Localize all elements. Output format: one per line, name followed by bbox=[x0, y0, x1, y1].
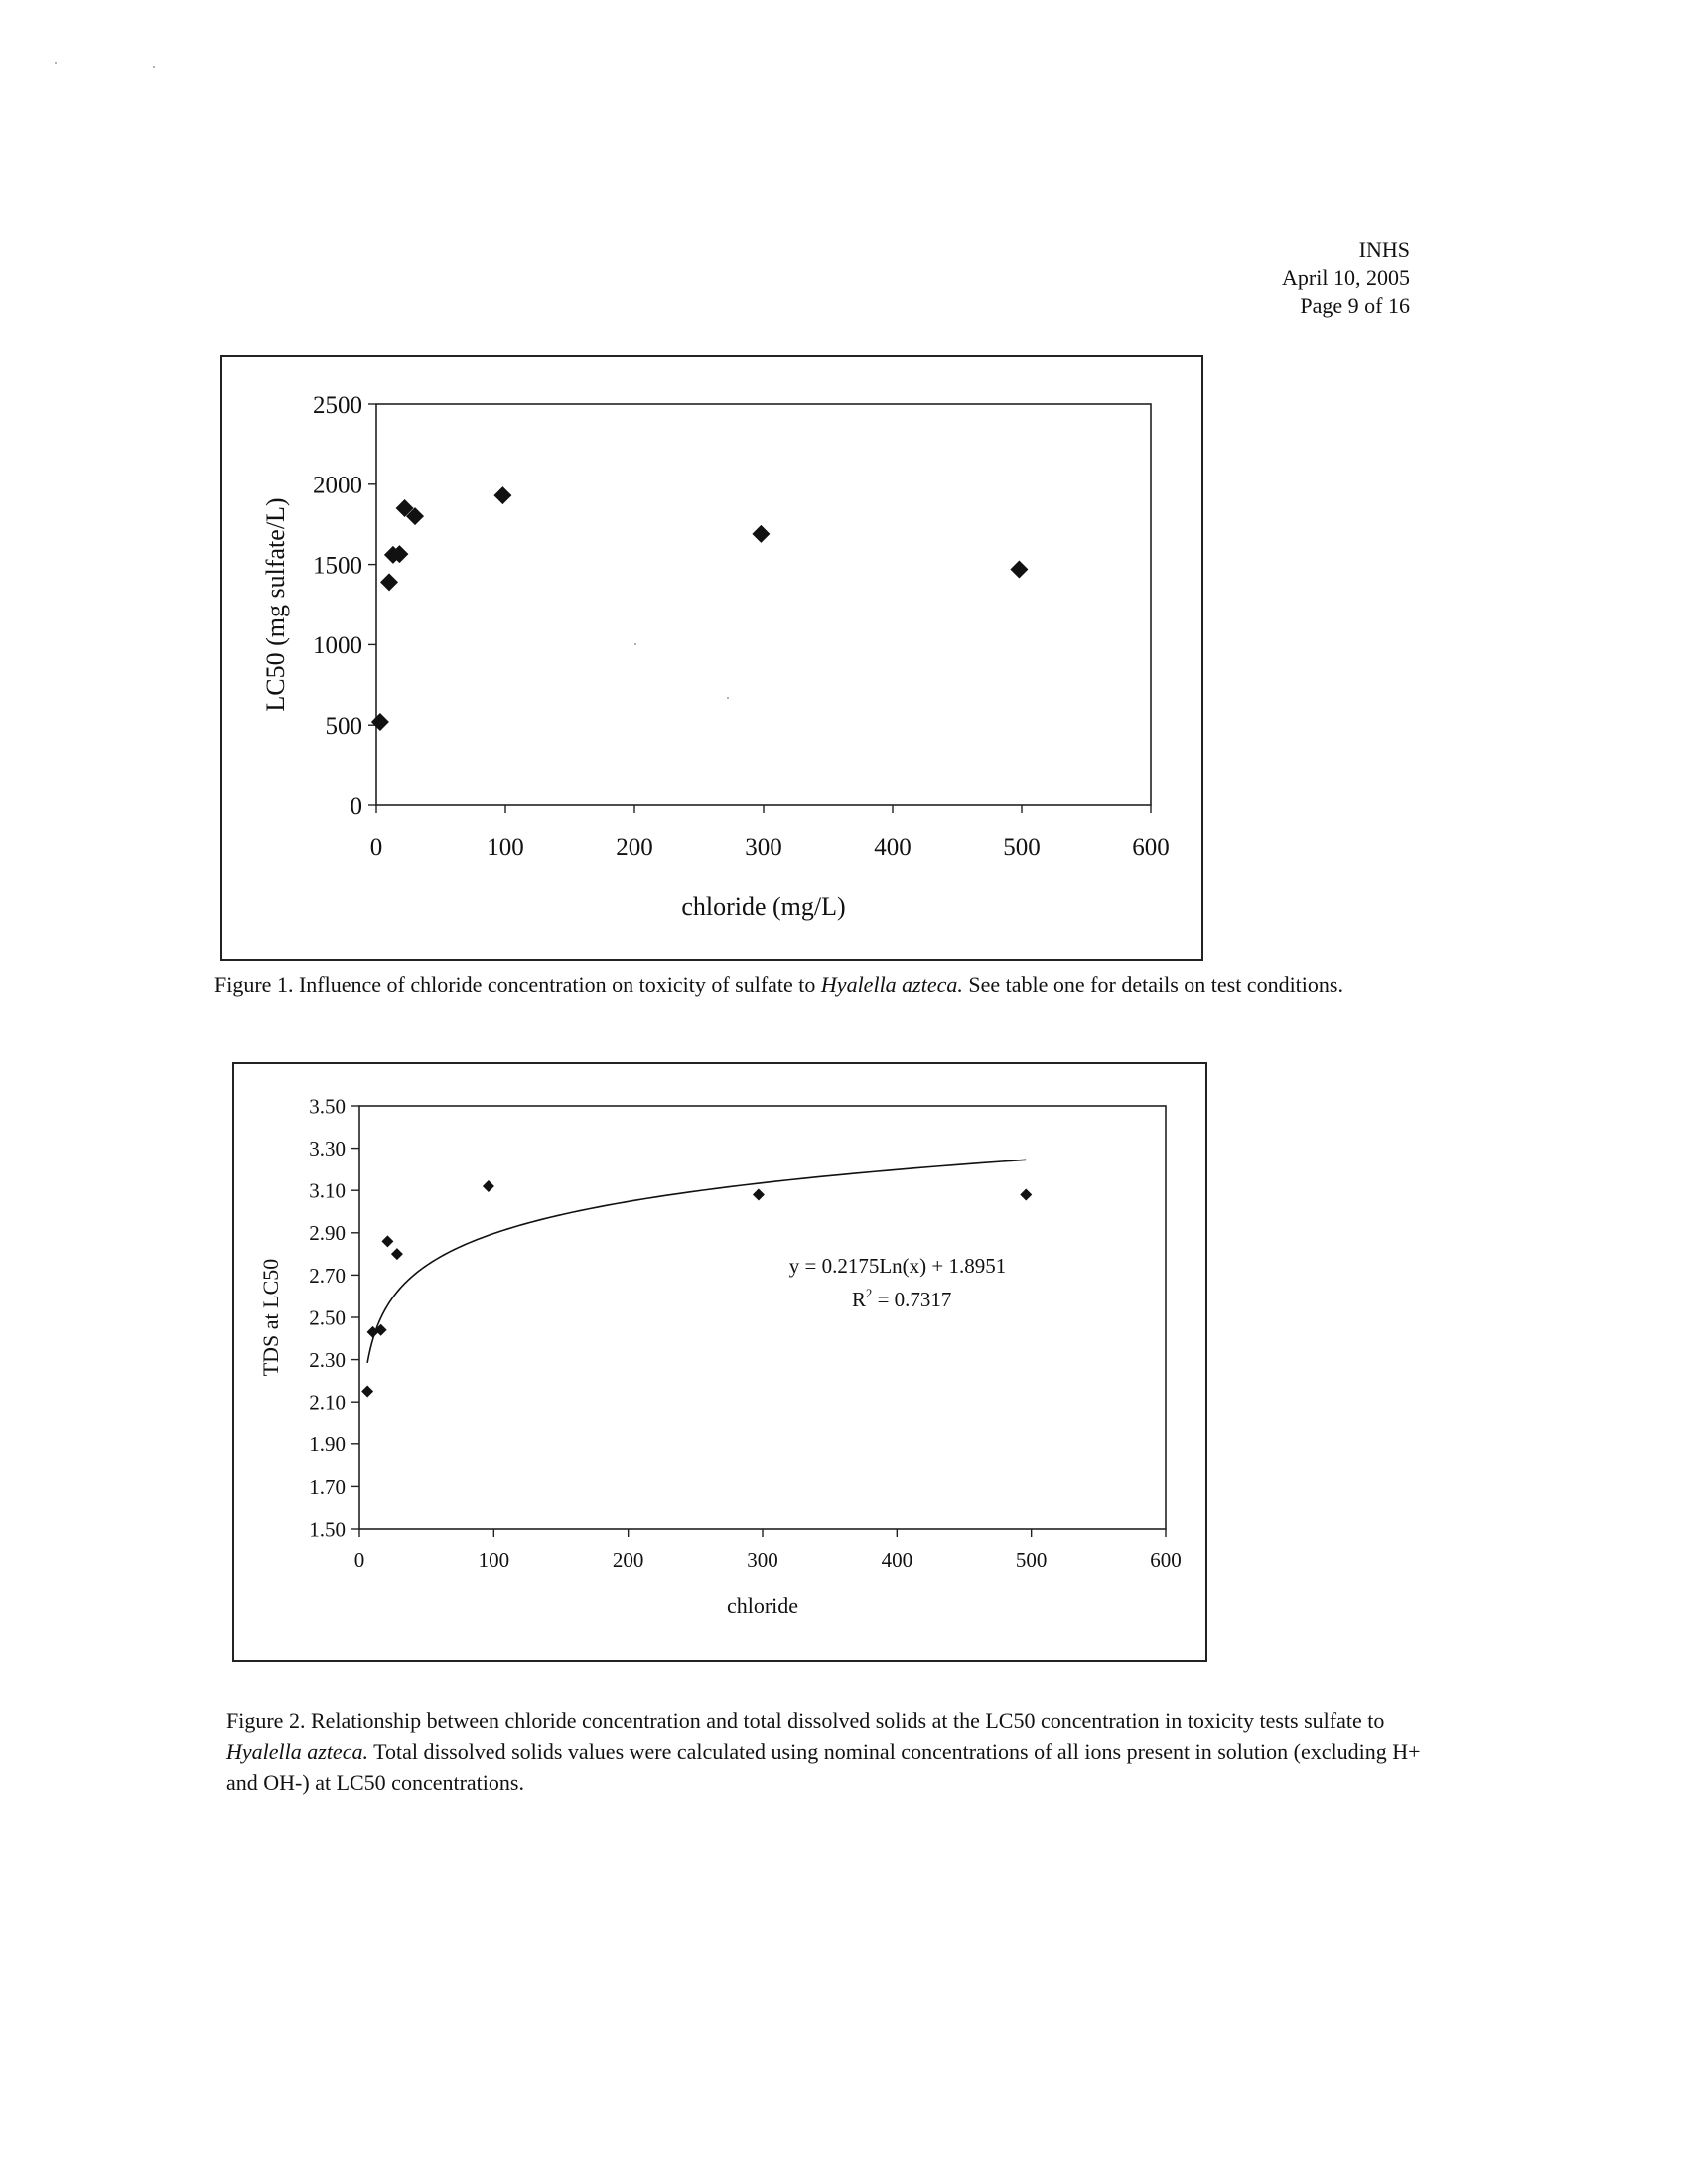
y-tick-label: 2.90 bbox=[309, 1221, 346, 1246]
page-header bbox=[1282, 236, 1410, 320]
figure1-chart bbox=[222, 357, 1201, 959]
data-point bbox=[371, 713, 389, 731]
x-axis-title: chloride bbox=[726, 1593, 799, 1618]
figure2-chart-frame bbox=[232, 1062, 1207, 1662]
data-point bbox=[1010, 560, 1028, 578]
y-tick-label: 1000 bbox=[313, 632, 362, 660]
scan-speck bbox=[55, 62, 57, 64]
x-tick-label: 100 bbox=[478, 1548, 510, 1571]
data-point bbox=[753, 1188, 765, 1200]
y-tick-label: 3.10 bbox=[309, 1178, 346, 1203]
y-tick-label: 500 bbox=[325, 712, 362, 740]
x-tick-label: 600 bbox=[1150, 1548, 1182, 1571]
x-tick-label: 100 bbox=[487, 834, 524, 861]
y-axis-title: TDS at LC50 bbox=[258, 1258, 283, 1377]
r-squared-superscript: 2 bbox=[866, 1287, 873, 1300]
data-point bbox=[483, 1180, 494, 1192]
y-tick-label: 1.50 bbox=[309, 1517, 346, 1542]
header-page-number: Page 9 of 16 bbox=[1300, 293, 1410, 318]
y-tick-label: 3.50 bbox=[309, 1094, 346, 1119]
figure1-caption-prefix: Figure 1. Influence of chloride concentration on toxicity of sulfate to bbox=[214, 972, 821, 997]
y-axis-title: LC50 (mg sulfate/L) bbox=[261, 497, 290, 712]
figure1-caption-species: Hyalella azteca. bbox=[820, 972, 963, 997]
x-tick-label: 0 bbox=[353, 1548, 365, 1571]
figure1-chart-frame bbox=[220, 355, 1203, 961]
x-tick-label: 500 bbox=[1003, 834, 1041, 861]
figure2-caption-suffix: Total dissolved solids values were calculated using nominal concentrations of all ions present in solution (excluding H+ and OH-) at LC50 concentrations. bbox=[226, 1739, 1421, 1795]
data-point bbox=[391, 1248, 403, 1260]
y-tick-label: 1.90 bbox=[309, 1433, 346, 1457]
x-axis-title: chloride (mg/L) bbox=[681, 892, 846, 921]
r-squared-symbol: R bbox=[852, 1288, 867, 1311]
data-point bbox=[1020, 1188, 1032, 1200]
y-tick-label: 2.50 bbox=[309, 1305, 346, 1330]
plot-area bbox=[376, 404, 1151, 805]
x-tick-label: 400 bbox=[874, 834, 912, 861]
figure2-chart bbox=[234, 1064, 1205, 1660]
x-tick-label: 200 bbox=[616, 834, 653, 861]
y-tick-label: 2000 bbox=[313, 472, 362, 499]
figure2-caption-prefix: Figure 2. Relationship between chloride concentration and total dissolved solids at the LC50 concentration in toxicity tests sulfate to bbox=[226, 1708, 1385, 1733]
header-org: INHS bbox=[1358, 237, 1410, 262]
y-tick-label: 1500 bbox=[313, 552, 362, 580]
r-squared-value: = 0.7317 bbox=[872, 1288, 952, 1311]
figure2-caption bbox=[226, 1706, 1448, 1798]
plot-area bbox=[359, 1106, 1166, 1529]
scan-speck bbox=[634, 643, 636, 645]
y-tick-label: 2.30 bbox=[309, 1347, 346, 1372]
x-tick-label: 500 bbox=[1015, 1548, 1048, 1571]
data-point bbox=[752, 525, 770, 543]
x-tick-label: 400 bbox=[881, 1548, 913, 1571]
y-tick-label: 1.70 bbox=[309, 1474, 346, 1499]
figure2-caption-species: Hyalella azteca. bbox=[226, 1739, 368, 1764]
figure1-caption-suffix: See table one for details on test conditions. bbox=[962, 972, 1343, 997]
y-tick-label: 0 bbox=[350, 792, 362, 820]
header-date: April 10, 2005 bbox=[1282, 265, 1410, 290]
y-tick-label: 2.70 bbox=[309, 1263, 346, 1288]
data-point bbox=[380, 573, 398, 591]
scan-speck bbox=[153, 66, 155, 68]
y-tick-label: 2500 bbox=[313, 391, 362, 419]
trendline-r-squared bbox=[852, 1287, 951, 1311]
data-point bbox=[493, 486, 511, 504]
y-tick-label: 3.30 bbox=[309, 1136, 346, 1160]
data-point bbox=[381, 1235, 393, 1247]
x-tick-label: 200 bbox=[612, 1548, 644, 1571]
x-tick-label: 300 bbox=[745, 834, 782, 861]
x-tick-label: 0 bbox=[369, 834, 383, 861]
y-tick-label: 2.10 bbox=[309, 1390, 346, 1415]
x-tick-label: 600 bbox=[1132, 834, 1170, 861]
figure1-caption bbox=[214, 969, 1416, 1000]
x-tick-label: 300 bbox=[747, 1548, 778, 1571]
trendline-equation: y = 0.2175Ln(x) + 1.8951 bbox=[788, 1254, 1007, 1278]
data-point bbox=[361, 1386, 373, 1398]
scan-speck bbox=[727, 697, 729, 699]
